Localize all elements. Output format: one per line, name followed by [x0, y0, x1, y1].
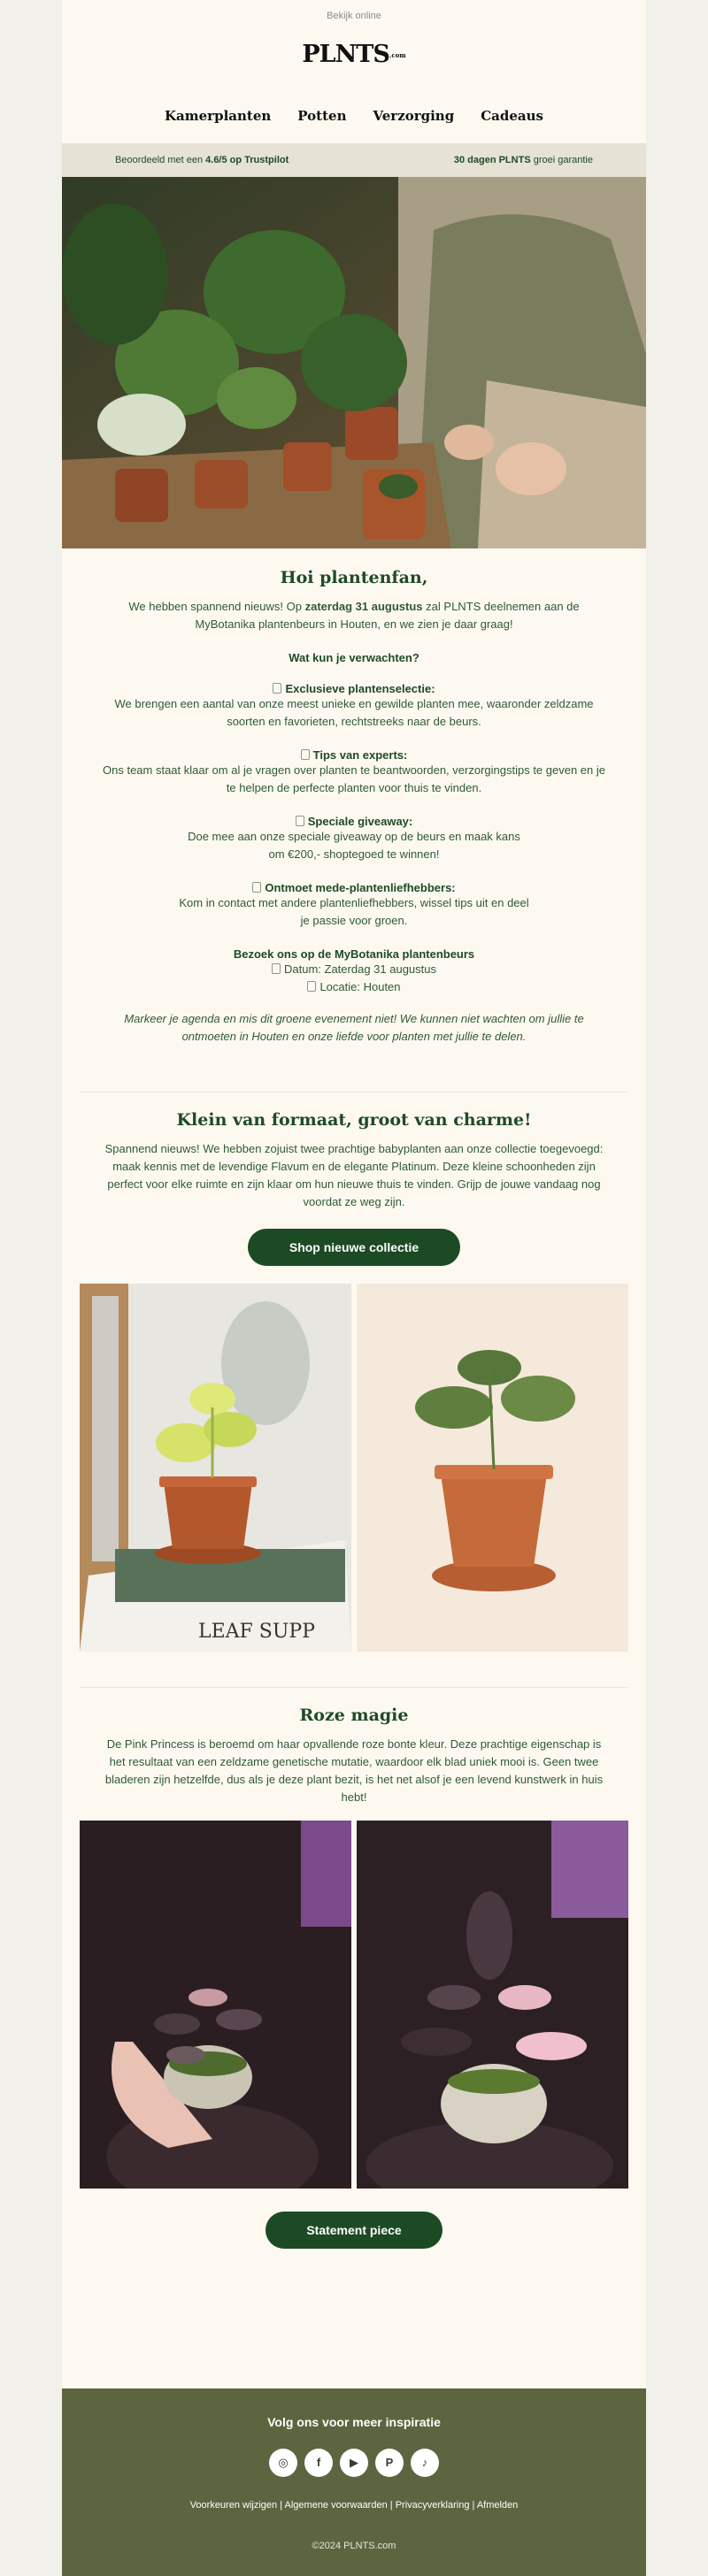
pink-princess-photo-2[interactable]	[357, 1821, 628, 2189]
people-icon	[252, 882, 261, 893]
email-container	[62, 0, 646, 2576]
gift-icon	[296, 816, 304, 826]
feature-title-meet: Ontmoet mede-plantenliefhebbers:	[97, 881, 611, 894]
privacy-link[interactable]: Privacyverklaring	[395, 2500, 470, 2511]
feature-title-tips: Tips van experts:	[97, 748, 611, 762]
intro-closing: Markeer je agenda en mis dit groene evenement niet! We kunnen niet wachten om jullie te ontmoeten in Houten en onze liefde voor planten met jullie te delen.	[124, 1012, 584, 1043]
copyright: ©2024 PLNTS.com	[312, 2541, 396, 2551]
trust-bar	[62, 143, 646, 177]
baby-plants-images	[62, 1284, 646, 1652]
pink-princess-text: De Pink Princess is beroemd om haar opvallende roze bonte kleur. Deze prachtige eigenschap is het resultaat van een zeldzame genetische mutatie, waardoor elk blad uniek mooi is. Geen twee bladeren zijn hetzelfde, dus als je deze plant bezit, is het net alsof je een levend kunstwerk in huis hebt!	[104, 1737, 604, 1804]
baby-plants-section	[62, 1110, 646, 1266]
event-location: Locatie: Houten	[97, 978, 611, 996]
unsubscribe-link[interactable]: Afmelden	[476, 2500, 519, 2511]
footer-links: Voorkeuren wijzigen | Algemene voorwaarden | Privacyverklaring | Afmelden	[189, 2500, 519, 2511]
feature-text-meet: Kom in contact met andere plantenliefhebbers, wissel tips uit en deel je passie voor groen.	[179, 896, 529, 927]
pink-princess-title: Roze magie	[299, 1706, 409, 1725]
plant-icon	[273, 683, 281, 694]
social-links	[62, 2449, 646, 2477]
nav-kamerplanten[interactable]: Kamerplanten	[165, 108, 272, 124]
pink-princess-section	[62, 1706, 646, 1806]
feature-title-giveaway: Speciale giveaway:	[97, 815, 611, 828]
baby-plants-title: Klein van formaat, groot van charme!	[176, 1110, 532, 1130]
nav-cadeaus[interactable]: Cadeaus	[481, 108, 543, 124]
platinum-photo[interactable]	[357, 1284, 628, 1652]
hero-image[interactable]	[62, 177, 646, 548]
section-divider	[80, 1687, 628, 1688]
view-online-link[interactable]: Bekijk online	[327, 11, 381, 21]
feature-title-selection: Exclusieve plantenselectie:	[97, 682, 611, 695]
statement-piece-button[interactable]: Statement piece	[266, 2212, 442, 2249]
logo-suffix: .com	[389, 51, 406, 59]
hero-plants-illustration	[62, 177, 646, 548]
event-date: Datum: Zaterdag 31 augustus	[97, 961, 611, 978]
expect-heading: Wat kun je verwachten?	[289, 651, 419, 664]
experts-icon	[301, 749, 310, 760]
facebook-icon[interactable]: f	[304, 2449, 333, 2477]
pink-princess-images	[62, 1821, 646, 2189]
calendar-icon	[272, 963, 281, 974]
baby-plants-text: Spannend nieuws! We hebben zojuist twee prachtige babyplanten aan onze collectie toegevoegd: maak kennis met de levendige Flavum en de elegante Platinum. Deze kleine schoonheden zijn perfect voor elke ruimte en zijn klaar om hun nieuwe thuis te vinden. Grijp de jouwe vandaag nog voordat ze weg zijn.	[104, 1142, 604, 1208]
growth-guarantee: 30 dagen PLNTS groei garantie	[453, 155, 593, 165]
trustpilot-rating: Beoordeeld met een 4.6/5 op Trustpilot	[115, 155, 289, 165]
nav-potten[interactable]: Potten	[297, 108, 347, 124]
shop-new-collection-button[interactable]: Shop nieuwe collectie	[248, 1229, 460, 1266]
intro-title: Hoi plantenfan,	[280, 568, 428, 587]
logo[interactable]	[62, 41, 646, 81]
pink-princess-photo-1[interactable]	[80, 1821, 351, 2189]
feature-text-tips: Ons team staat klaar om al je vragen over planten te beantwoorden, verzorgingstips te geven en je te helpen de perfecte planten voor thuis te vinden.	[103, 763, 605, 794]
main-nav	[62, 81, 646, 143]
instagram-icon[interactable]: ◎	[269, 2449, 297, 2477]
flavum-photo[interactable]	[80, 1284, 351, 1652]
leaf-supply-book-text: LEAF SUPP	[197, 1621, 316, 1643]
youtube-icon[interactable]: ▶	[340, 2449, 368, 2477]
intro-section	[62, 568, 646, 1046]
pinterest-icon[interactable]: P	[375, 2449, 404, 2477]
nav-verzorging[interactable]: Verzorging	[373, 108, 455, 124]
location-pin-icon	[307, 981, 316, 992]
footer	[62, 2388, 646, 2576]
intro-paragraph: We hebben spannend nieuws! Op zaterdag 31 augustus zal PLNTS deelnemen aan de MyBotanika plantenbeurs in Houten, en we zien je daar graag!	[128, 600, 580, 631]
preferences-link[interactable]: Voorkeuren wijzigen	[189, 2500, 278, 2511]
tiktok-icon[interactable]: ♪	[411, 2449, 439, 2477]
feature-text-giveaway: Doe mee aan onze speciale giveaway op de beurs en maak kans om €200,- shoptegoed te winnen!	[188, 830, 520, 861]
logo-text: PLNTS	[302, 41, 389, 68]
visit-heading: Bezoek ons op de MyBotanika plantenbeurs	[233, 947, 475, 961]
feature-text-selection: We brengen een aantal van onze meest unieke en gewilde planten mee, waaronder zeldzame soorten en favorieten, rechtstreeks naar de beurs.	[114, 697, 594, 728]
footer-title: Volg ons voor meer inspiratie	[267, 2415, 441, 2429]
terms-link[interactable]: Algemene voorwaarden	[284, 2500, 388, 2511]
